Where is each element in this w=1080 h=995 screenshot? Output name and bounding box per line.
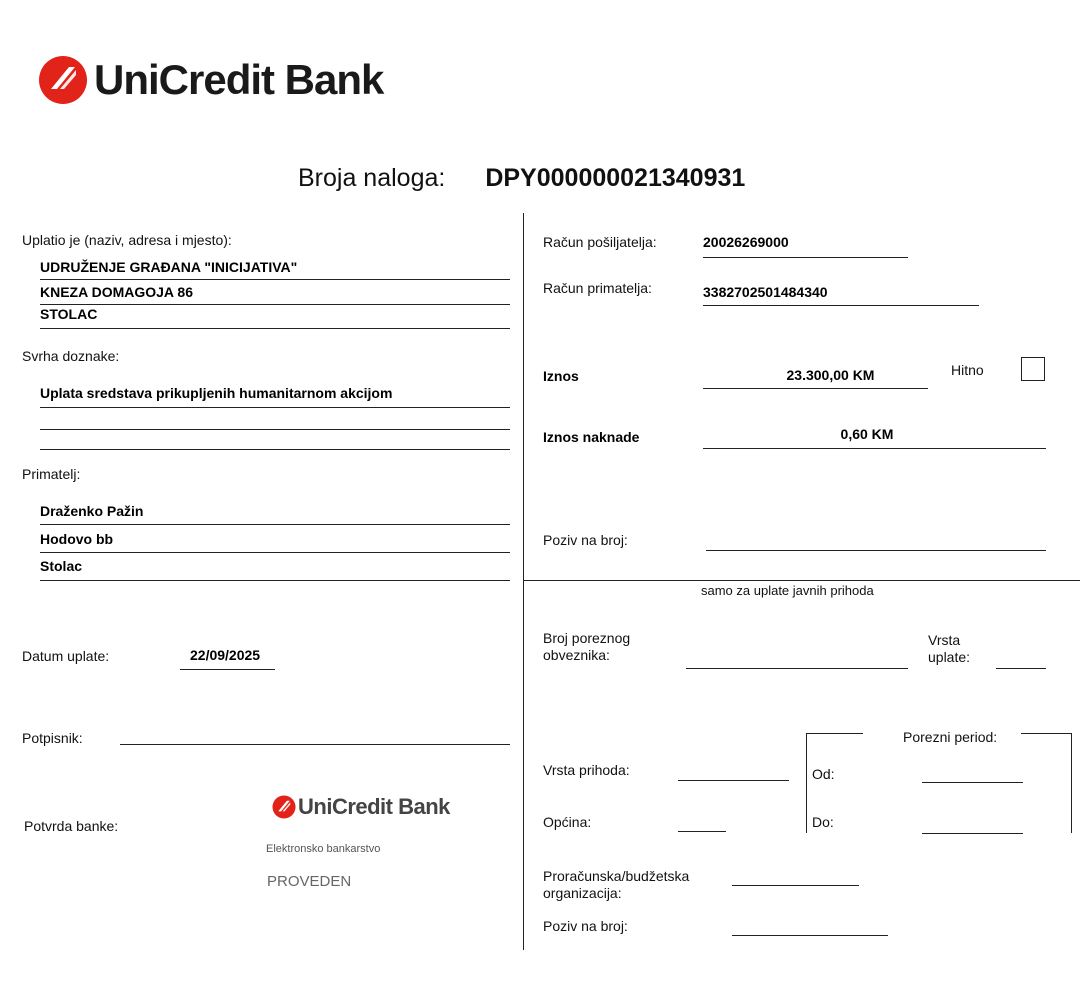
payment-date-underline: [180, 669, 275, 670]
stamp-status: PROVEDEN: [267, 873, 352, 890]
reference-underline: [706, 550, 1046, 551]
payer-underline-3: [40, 328, 510, 329]
sender-account-value: 20026269000: [703, 234, 789, 250]
recipient-underline-3: [40, 580, 510, 581]
fee-underline: [703, 448, 1046, 449]
amount-value: 23.300,00 KM: [786, 367, 875, 383]
tax-period-left-bracket: [806, 733, 807, 833]
payer-underline-1: [40, 279, 510, 280]
purpose-underline-1: [40, 407, 510, 408]
urgent-checkbox[interactable]: [1021, 357, 1045, 381]
order-number-value: DPY000000021340931: [485, 164, 746, 192]
recipient-line-3: Stolac: [40, 558, 83, 574]
payment-type-label: Vrsta uplate:: [928, 632, 971, 665]
center-divider: [523, 213, 524, 950]
payer-underline-2: [40, 304, 510, 305]
recipient-underline-2: [40, 552, 510, 553]
order-number-row: [298, 164, 745, 193]
to-underline: [922, 833, 1023, 834]
stamp-channel: Elektronsko bankarstvo: [266, 843, 381, 855]
from-label: Od:: [812, 766, 835, 782]
order-number-label: Broja naloga:: [298, 164, 446, 192]
recipient-line-1: Draženko Pažin: [40, 503, 144, 519]
fee-value: 0,60 KM: [840, 426, 894, 442]
payer-label: Uplatio je (naziv, adresa i mjesto):: [22, 232, 232, 248]
recipient-line-2: Hodovo bb: [40, 531, 114, 547]
recipient-account-label: Račun primatelja:: [543, 280, 652, 296]
recipient-account-underline: [703, 305, 979, 306]
unicredit-stamp-logo-icon: [272, 795, 296, 819]
budget-org-label: Proračunska/budžetska organizacija:: [543, 868, 690, 901]
stamp-brand-text: UniCredit Bank: [298, 794, 450, 819]
signatory-underline: [120, 744, 510, 745]
payer-line-3: STOLAC: [40, 306, 98, 322]
bank-confirmation-label: Potvrda banke:: [24, 818, 119, 834]
right-section-divider: [523, 580, 1080, 581]
tax-period-right-bracket: [1071, 733, 1072, 833]
bank-logo: [38, 52, 383, 108]
payment-type-underline: [996, 668, 1046, 669]
fee-label: Iznos naknade: [543, 429, 640, 445]
tax-period-label: Porezni period:: [903, 729, 998, 745]
recipient-account-value: 3382702501484340: [703, 284, 828, 300]
signatory-label: Potpisnik:: [22, 730, 83, 746]
reference-label: Poziv na broj:: [543, 532, 628, 548]
public-revenue-title: samo za uplate javnih prihoda: [701, 583, 874, 598]
municipality-label: Općina:: [543, 814, 592, 830]
recipient-label: Primatelj:: [22, 466, 81, 482]
payer-line-2: KNEZA DOMAGOJA 86: [40, 284, 193, 300]
from-underline: [922, 782, 1023, 783]
stamp-logo: [272, 794, 450, 820]
budget-org-underline: [732, 885, 859, 886]
payment-date-label: Datum uplate:: [22, 648, 110, 664]
purpose-value: Uplata sredstava prikupljenih humanitarnom akcijom: [40, 385, 393, 401]
taxpayer-number-label: Broj poreznog obveznika:: [543, 630, 631, 663]
revenue-type-label: Vrsta prihoda:: [543, 762, 630, 778]
sender-account-label: Račun pošiljatelja:: [543, 234, 657, 250]
to-label: Do:: [812, 814, 834, 830]
sender-account-underline: [703, 257, 908, 258]
tax-period-left-bracket-top: [806, 733, 863, 734]
amount-label: Iznos: [543, 368, 579, 384]
tax-period-right-bracket-top: [1021, 733, 1071, 734]
revenue-type-underline: [678, 780, 789, 781]
purpose-underline-3: [40, 449, 510, 450]
public-reference-label: Poziv na broj:: [543, 918, 628, 934]
payer-line-1: UDRUŽENJE GRAĐANA "INICIJATIVA": [40, 259, 298, 275]
public-reference-underline: [732, 935, 888, 936]
purpose-underline-2: [40, 429, 510, 430]
bank-stamp: [272, 794, 450, 820]
taxpayer-number-underline: [686, 668, 908, 669]
amount-underline: [703, 388, 928, 389]
payment-date-value: 22/09/2025: [190, 647, 261, 663]
unicredit-logo-icon: [38, 55, 88, 105]
bank-logo-text: UniCredit Bank: [94, 56, 384, 103]
municipality-underline: [678, 831, 726, 832]
urgent-label: Hitno: [951, 362, 984, 378]
recipient-underline-1: [40, 524, 510, 525]
purpose-label: Svrha doznake:: [22, 348, 120, 364]
